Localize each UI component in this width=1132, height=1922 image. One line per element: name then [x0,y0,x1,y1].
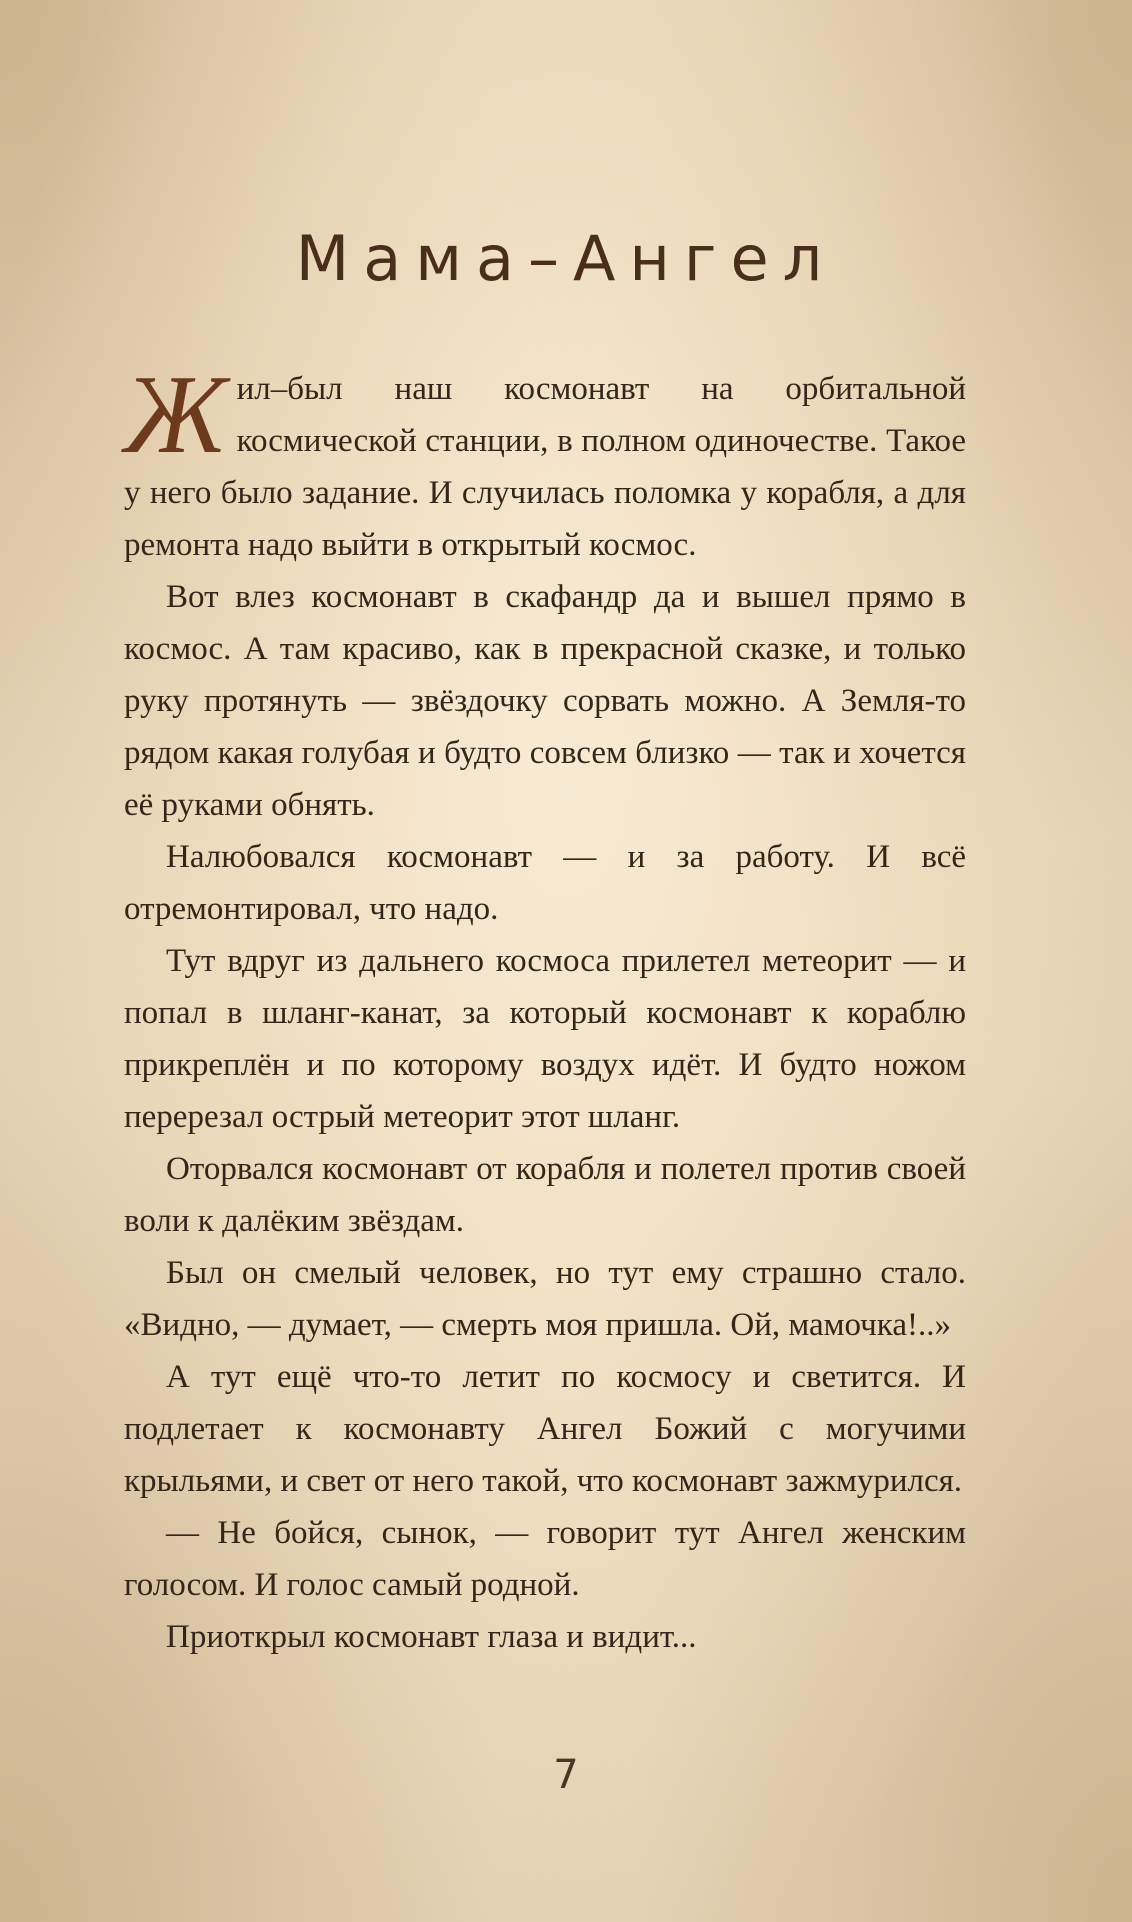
paragraph-2: Вот влез космонавт в скафандр да и вышел прямо в космос. А там красиво, как в прекрасной сказке, и только руку протянуть — звёздочку сорвать можно. А Земля-то рядом какая голубая и будто совсем близко — так и хочется её руками обнять. [124,579,966,823]
chapter-title: Мама–Ангел [295,222,837,295]
paragraph-6: Был он смелый человек, но тут ему страшно стало. «Видно, — думает, — смерть моя пришла. Ой, мамочка!..» [124,1255,966,1343]
paragraph-8: — Не бойся, сынок, — говорит тут Ангел женским голосом. И голос самый родной. [124,1515,966,1603]
paragraph-7: А тут ещё что-то летит по космосу и светится. И подлетает к космонавту Ангел Божий с могучими крыльями, и свет от него такой, что космонавт зажмурился. [124,1359,966,1499]
drop-cap: Ж [124,353,227,477]
paragraph-1-text: ил–был наш космонавт на орбитальной космической станции, в полном одиночестве. Такое у него было задание. И случилась поломка у корабля, а для ремонта надо выйти в открытый космос. [124,371,966,563]
paragraph-5: Оторвался космонавт от корабля и полетел против своей воли к далёким звёздам. [124,1151,966,1239]
paragraph-3: Налюбовался космонавт — и за работу. И всё отремонтировал, что надо. [124,839,966,927]
story-text [124,353,966,1663]
page-number: 7 [553,1752,579,1798]
paragraph-4: Тут вдруг из дальнего космоса прилетел метеорит — и попал в шланг-канат, за который космонавт к кораблю прикреплён и по которому воздух идёт. И будто ножом перерезал острый метеорит этот шланг. [124,943,966,1135]
paragraph-9: Приоткрыл космонавт глаза и видит... [166,1619,697,1655]
paragraph-1 [124,353,966,571]
